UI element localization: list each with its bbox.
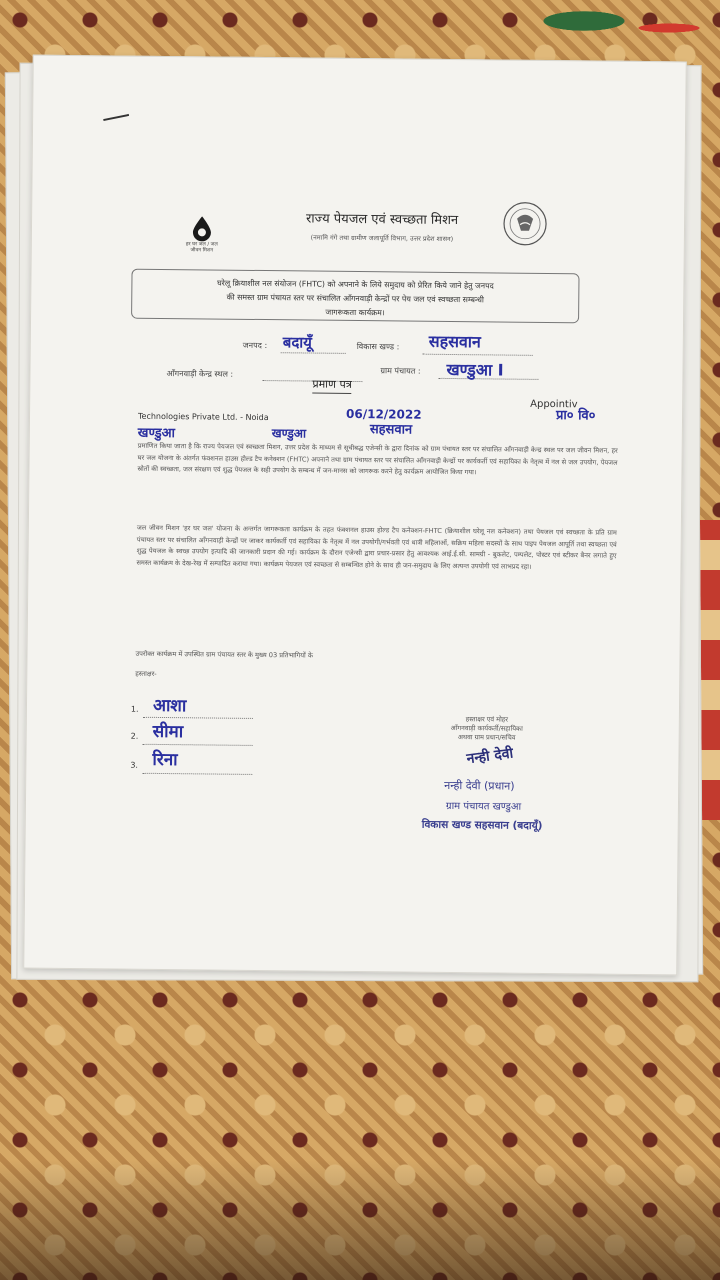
village-value-2: खण्डुआ (271, 426, 307, 441)
panchayat-label: ग्राम पंचायत : (380, 366, 421, 376)
notice-line-2: की समस्त ग्राम पंचायत स्तर पर संचालित आँगनवाड़ी केन्द्रों पर पेय जल एवं स्वच्छता सम्बन्धी (226, 292, 484, 305)
signatory-block (427, 715, 547, 743)
participant-1-name: आशा (152, 695, 187, 717)
document-content (24, 56, 686, 975)
certificate-paragraph-1: प्रमाणित किया जाता है कि राज्य पेयजल एवं स्वच्छता मिशन, उत्तर प्रदेश के माध्यम से सूचीबद्ध एजेन्सी के द्वारा दिनांक को ग्राम पंचायत स्तर पर संचालित आँगनवाड़ी केन्द्र स्थल पर जल जीवन मिशन, हर घर जल योजना के अंतर्गत फंक्शनल हाउस होल्ड टैप कनेक्शन (FHTC) अपनाने तथा ग्राम पंचायत स्तर पर संचालित आँगनवाड़ी केन्द्रों पर कार्यकर्ती एवं सहायिका के नेतृत्व में नल से जल उपयोग, पेयजल स्रोतों की स्वच्छता, जल संरक्षण एवं शुद्ध पेयजल के सही उपयोग के सम्बन्ध में जन-मानस को जागरूक करने हेतु कार्यक्रम आयोजित किया गया। (137, 441, 618, 477)
block-value: सहसवान (428, 331, 481, 352)
participant-2-line (143, 744, 253, 746)
block-line (423, 354, 533, 356)
signatory-line-1: हस्ताक्षर एवं मोहर (465, 715, 509, 724)
signatory-line-3: अथवा ग्राम प्रधान/सचिव (457, 733, 516, 742)
participant-1-number: 1. (130, 704, 139, 714)
logo-caption: हर घर जल / जल जीवन मिशन (185, 241, 218, 254)
anganwadi-center-label: आँगनवाड़ी केन्द्र स्थल : (166, 369, 234, 379)
center-value: प्रा० वि० (555, 408, 596, 424)
district-label: जनपद : (242, 340, 268, 351)
agency-prefix: Appointiv (530, 398, 578, 411)
notice-line-3: जागरूकता कार्यक्रम। (325, 307, 385, 318)
signatory-line-2: आँगनवाड़ी कार्यकर्ती/सहायिका (450, 724, 523, 733)
participant-3-name: रिना (152, 749, 178, 771)
certificate-paragraph-2: जल जीवन मिशन 'हर घर जल' योजना के अन्तर्गत जागरूकता कार्यक्रम के तहत फंक्शनल हाउस होल्ड टैप कनेक्शन-FHTC (क्रियाशील घरेलू नल कनेक्शन) तथा पेयजल एवं स्वच्छता के प्रति ग्राम पंचायत स्तर पर संचालित आँगनवाड़ी केन्द्रों पर जाकर कार्यकर्ती एवं सहायिका के नेतृत्व में नल उपयोगी/गर्भवती एवं धात्री महिलाओं, सक्रिय महिला सदस्यों के साथ पाइप पेयजल आपूर्ति तथा स्वच्छता एवं शुद्ध पेयजल के स्वच्छ उपयोग इत्यादि की जानकारी प्रदान की गई। कार्यक्रम के दौरान एजेन्सी द्वारा प्रचार-प्रसार हेतु आवश्यक आई.ई.सी. सामग्री - बुकलेट, पम्पलेट, पोस्टर एवं स्टीकर बैनर लगाते हुए समस्त कार्यक्रम के देख-रेख में सम्पादित कराया गया। कार्यक्रम पेयजल एवं स्वच्छता से सम्बन्धित होने के साथ ही जन-समुदाय के लिए अत्यन्त उपयोगी एवं लाभप्रद रहा। (136, 523, 617, 571)
participant-2-number: 2. (130, 731, 139, 741)
stamp-line-2: ग्राम पंचायत खण्डुआ (445, 800, 522, 813)
panchayat-value: खण्डुआ I (446, 359, 504, 380)
block-value-inline: सहसवान (369, 422, 413, 438)
stamp-line-1: नन्ही देवी (प्रधान) (444, 778, 515, 793)
header-title: राज्य पेयजल एवं स्वच्छता मिशन (305, 211, 459, 229)
jal-jeevan-logo (182, 215, 222, 253)
notice-line-1: घरेलू क्रियाशील नल संयोजन (FHTC) को अपनाने के लिये समुदाय को प्रेरित किये जाने हेतु जनपद (217, 278, 494, 291)
program-notice-box (131, 269, 579, 324)
stamp-line-3: विकास खण्ड सहसवान (बदायूँ) (421, 818, 543, 832)
participant-3-line (142, 773, 252, 775)
district-line (281, 352, 346, 354)
certificate-title: प्रमाण पत्र (312, 377, 352, 394)
water-drop-icon (191, 215, 213, 241)
village-value: खण्डुआ (137, 425, 175, 442)
participants-sign-label: हस्ताक्षर- (135, 669, 157, 678)
cloth-shadow (0, 1160, 720, 1280)
participant-2-name: सीमा (152, 721, 184, 743)
block-label: विकास खण्ड : (356, 342, 400, 352)
district-value: बदायूँ (282, 333, 313, 352)
header-subtitle: (नमामि गंगे तथा ग्रामीण जलापूर्ति विभाग, उत्तर प्रदेश शासन) (310, 233, 454, 244)
signature: नन्ही देवी (465, 745, 515, 768)
up-emblem-icon (502, 201, 548, 247)
pen-mark (103, 114, 129, 121)
certificate-page (23, 55, 687, 976)
program-date: 06/12/2022 (345, 406, 422, 422)
participant-3-number: 3. (130, 760, 139, 770)
participants-note: उपरोक्त कार्यक्रम में उपस्थित ग्राम पंचायत स्तर के मुख्य 03 प्रतिभागियों के (135, 649, 313, 660)
agency-name-text: Technologies Private Ltd. - Noida (137, 411, 269, 423)
